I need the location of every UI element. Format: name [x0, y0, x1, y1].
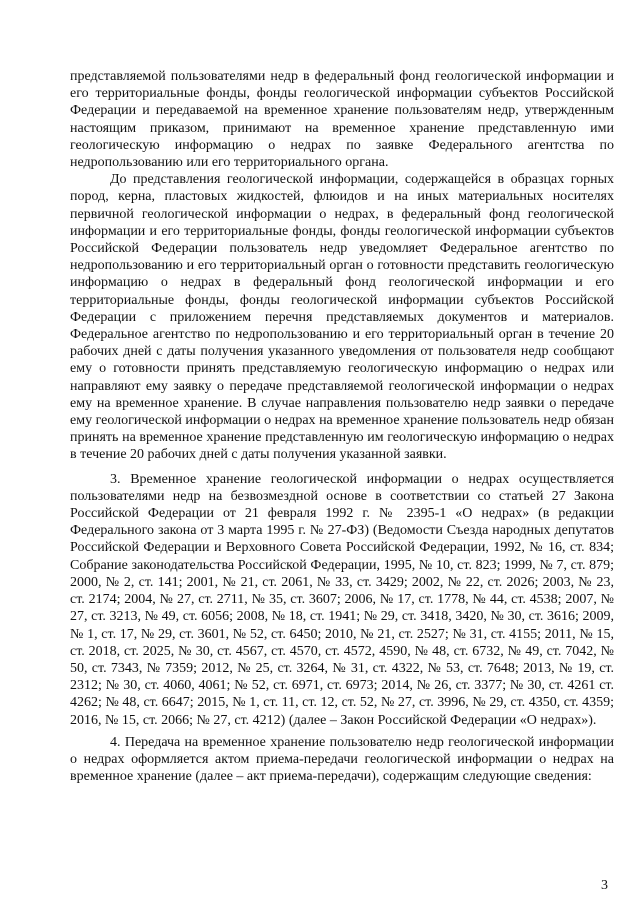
paragraph-notification: До представления геологической информации, содержащейся в образцах горных пород, керна, пластовых жидкостей, флюидов и на иных материальных носителях первичной геологической информации о недрах, в федеральный фонд геологической информации и его территориальные фонды, фонды геологической информации субъектов Российской Федерации пользователь недр уведомляет Федеральное агентство по недропользованию и его территориальный орган о готовности представить геологическую информацию о недрах в федеральный фонд геологической информации и его территориальные фонды, фонды геологической информации субъектов Российской Федерации с приложением перечня представляемых документов и материалов. Федеральное агентство по недропользованию и его территориальный орган в течение 20 рабочих дней с даты получения указанного уведомления от пользователя недр сообщают ему о готовности принять представляемую геологическую информацию о недрах или направляют ему заявку о передаче представляемой геологической информации о недрах ему на временное хранение. В случае направления пользователю недр заявки о передаче ему геологической информации о недрах на временное хранение пользователь недр обязан принять на временное хранение представленную им геологическую информацию о недрах в течение 20 рабочих дней с даты получения указанной заявки. — [70, 172, 614, 463]
paragraph-item-4: 4. Передача на временное хранение пользователю недр геологической информации о недрах оформляется актом приема-передачи геологической информации о недрах на временное хранение (далее – акт приема-передачи), содержащим следующие сведения: — [70, 734, 614, 785]
paragraph-continuation: представляемой пользователями недр в федеральный фонд геологической информации и его территориальные фонды, фонды геологической информации субъектов Российской Федерации и передаваемой на временное хранение пользователям недр, утвержденным настоящим приказом, принимают на временное хранение представленную ими геологическую информацию о недрах по заявке Федерального агентства по недропользованию или его территориального органа. — [70, 69, 614, 171]
paragraph-item-3: 3. Временное хранение геологической информации о недрах осуществляется пользователями недр на безвозмездной основе в соответствии со статьей 27 Закона Российской Федерации от 21 февраля 1992 г. № 2395-1 «О недрах» (в редакции Федерального закона от 3 марта 1995 г. № 27-ФЗ) (Ведомости Съезда народных депутатов Российской Федерации и Верховного Совета Российской Федерации, 1992, № 16, ст. 834; Собрание законодательства Российской Федерации, 1995, № 10, ст. 823; 1999, № 7, ст. 879; 2000, № 2, ст. 141; 2001, № 21, ст. 2061, № 33, ст. 3429; 2002, № 22, ст. 2026; 2003, № 23, ст. 2174; 2004, № 27, ст. 2711, № 35, ст. 3607; 2006, № 17, ст. 1778, № 44, ст. 4538; 2007, № 27, ст. 3213, № 49, ст. 6056; 2008, № 18, ст. 1941; № 29, ст. 3418, 3420, № 30, ст. 3616; 2009, № 1, ст. 17, № 29, ст. 3601, № 52, ст. 6450; 2010, № 21, ст. 2527; № 31, ст. 4155; 2011, № 15, ст. 2018, ст. 2025, № 30, ст. 4567, ст. 4570, ст. 4572, 4590, № 48, ст. 6732, № 49, ст. 7042, № 50, ст. 7343, № 7359; 2012, № 25, ст. 3264, № 31, ст. 4322, № 53, ст. 7648; 2013, № 19, ст. 2312; № 30, ст. 4060, 4061; № 52, ст. 6971, ст. 6973; 2014, № 26, ст. 3377; № 30, ст. 4261 ст. 4262; № 48, ст. 6647; 2015, № 1, ст. 11, ст. 12, ст. 52, № 27, ст. 3996, № 29, ст. 4350, ст. 4359; 2016, № 15, ст. 2066; № 27, ст. 4212) (далее – Закон Российской Федерации «О недрах»). — [70, 471, 614, 728]
document-body — [70, 68, 614, 785]
page-number: 3 — [601, 878, 608, 893]
